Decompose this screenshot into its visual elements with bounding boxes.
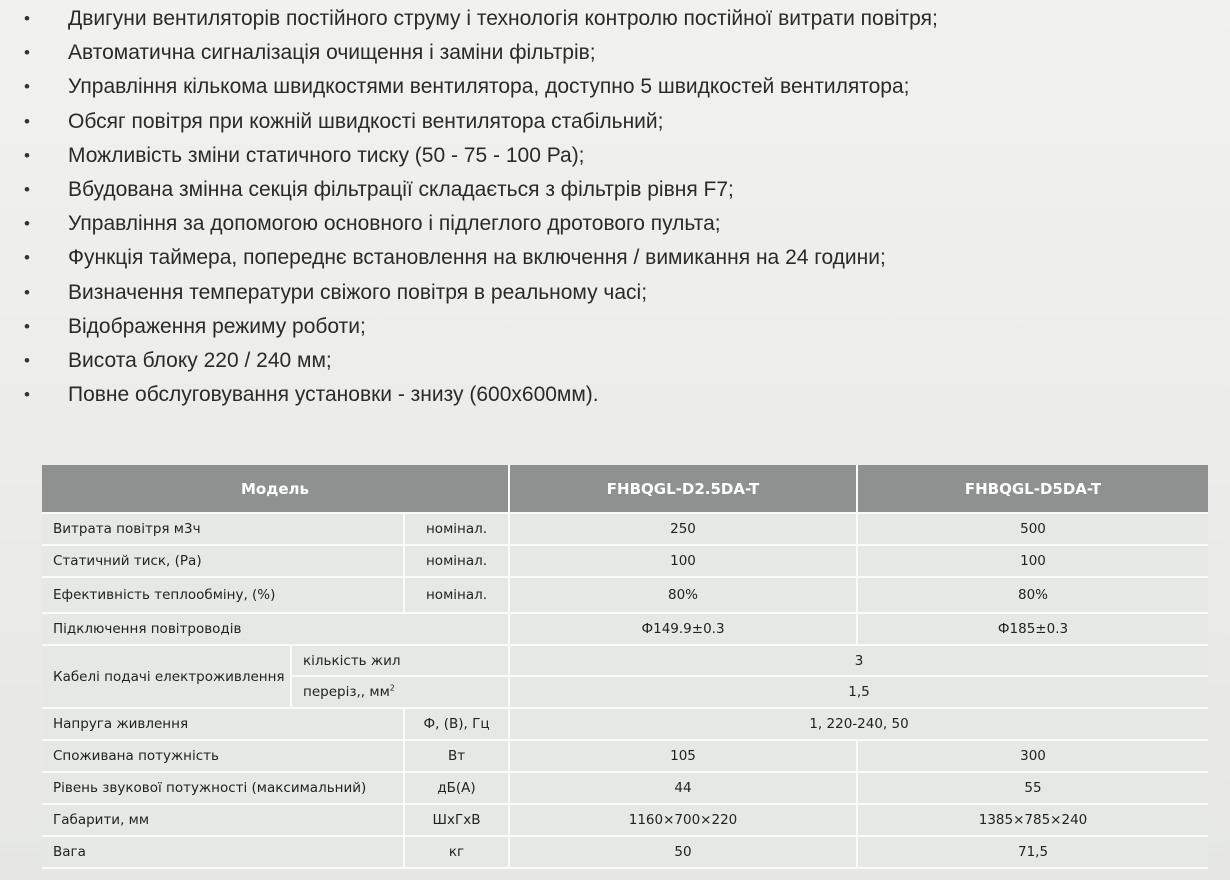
bullet-icon: • (24, 316, 30, 336)
spec-table (42, 465, 1208, 869)
cell-shared: 3 (510, 646, 1208, 677)
cell-model-2: Ф185±0.3 (858, 614, 1208, 646)
table-row (42, 773, 1208, 805)
row-label: Споживана потужність (42, 741, 405, 773)
bullet-icon: • (24, 43, 30, 63)
table-row (42, 578, 1208, 614)
feature-item (0, 378, 1230, 412)
row-label: Вага (42, 837, 405, 869)
bullet-icon: • (24, 9, 30, 28)
cell-model-2: 300 (858, 741, 1208, 773)
feature-item (0, 139, 1230, 173)
row-label: Напруга живлення (42, 709, 405, 741)
feature-item (0, 310, 1230, 344)
cell-shared: 1, 220-240, 50 (510, 709, 1208, 741)
feature-text: Обсяг повітря при кожній швидкості вентилятора стабільний; (68, 109, 664, 133)
table-row (42, 741, 1208, 773)
bullet-icon: • (24, 179, 30, 199)
row-label: Підключення повітроводів (42, 614, 510, 646)
feature-item (0, 344, 1230, 378)
bullet-icon: • (24, 214, 30, 234)
superscript: 2 (389, 683, 395, 693)
row-unit: номінал. (405, 514, 510, 546)
row-unit: Ф, (В), Гц (405, 709, 510, 741)
table-row (42, 614, 1208, 646)
sub-label (292, 677, 510, 709)
row-unit: номінал. (405, 578, 510, 614)
row-label: Габарити, мм (42, 805, 405, 837)
cell-model-1: Ф149.9±0.3 (510, 614, 858, 646)
row-unit: дБ(А) (405, 773, 510, 805)
model-2-header: FHBQGL-D5DA-T (858, 465, 1208, 514)
feature-item (0, 105, 1230, 139)
feature-text: Двигуни вентиляторів постійного струму і технологія контролю постійної витрати повітря; (68, 7, 938, 30)
feature-item (0, 70, 1230, 104)
cell-model-2: 80% (858, 578, 1208, 614)
cell-model-1: 44 (510, 773, 858, 805)
row-unit: кг (405, 837, 510, 869)
sub-label: кількість жил (292, 646, 510, 677)
feature-text: Повне обслуговування установки - знизу (600х600мм). (68, 383, 599, 407)
table-header-row (42, 465, 1208, 514)
bullet-icon: • (24, 111, 30, 131)
cell-shared: 1,5 (510, 677, 1208, 709)
feature-text: Можливість зміни статичного тиску (50 - 75 - 100 Ра); (68, 143, 585, 167)
row-unit: ШхГхВ (405, 805, 510, 837)
row-unit: номінал. (405, 546, 510, 578)
cell-model-1: 250 (510, 514, 858, 546)
feature-item (0, 241, 1230, 275)
feature-text: Вбудована змінна секція фільтрації складається з фільтрів рівня F7; (68, 177, 734, 201)
feature-list (0, 2, 1230, 412)
bullet-icon: • (24, 282, 30, 302)
table-row (42, 514, 1208, 546)
feature-item (0, 2, 1230, 36)
bullet-icon: • (24, 248, 30, 268)
table-row (42, 837, 1208, 869)
table-row (42, 805, 1208, 837)
cell-model-1: 80% (510, 578, 858, 614)
model-header: Модель (42, 465, 510, 514)
bullet-icon: • (24, 77, 30, 97)
feature-item (0, 207, 1230, 241)
model-1-header: FHBQGL-D2.5DA-T (510, 465, 858, 514)
bullet-icon: • (24, 145, 30, 165)
table-row (42, 646, 1208, 677)
row-label: Рівень звукової потужності (максимальний) (42, 773, 405, 805)
cell-model-1: 50 (510, 837, 858, 869)
sub-label-text: переріз,, мм (303, 684, 390, 700)
feature-text: Відображення режиму роботи; (68, 314, 366, 338)
feature-text: Автоматична сигналізація очищення і заміни фільтрів; (68, 41, 596, 65)
feature-text: Визначення температури свіжого повітря в реальному часі; (68, 280, 648, 304)
feature-text: Функція таймера, попереднє встановлення на включення / вимикання на 24 години; (68, 246, 886, 270)
feature-item (0, 173, 1230, 207)
cell-model-1: 1160×700×220 (510, 805, 858, 837)
table-row (42, 709, 1208, 741)
cell-model-1: 100 (510, 546, 858, 578)
cell-model-2: 500 (858, 514, 1208, 546)
feature-item (0, 276, 1230, 310)
cell-model-1: 105 (510, 741, 858, 773)
cell-model-2: 1385×785×240 (858, 805, 1208, 837)
bullet-icon: • (24, 385, 30, 405)
row-label: Витрата повітря м3ч (42, 514, 405, 546)
feature-item (0, 36, 1230, 70)
feature-text: Управління за допомогою основного і підлеглого дротового пульта; (68, 212, 721, 236)
cell-model-2: 71,5 (858, 837, 1208, 869)
bullet-icon: • (24, 350, 30, 370)
cell-model-2: 55 (858, 773, 1208, 805)
row-unit: Вт (405, 741, 510, 773)
row-label: Кабелі подачі електроживлення (42, 646, 292, 709)
row-label: Статичний тиск, (Ра) (42, 546, 405, 578)
cell-model-2: 100 (858, 546, 1208, 578)
feature-text: Висота блоку 220 / 240 мм; (68, 348, 332, 372)
feature-text: Управління кількома швидкостями вентилятора, доступно 5 швидкостей вентилятора; (68, 75, 910, 99)
table-row (42, 546, 1208, 578)
row-label: Ефективність теплообміну, (%) (42, 578, 405, 614)
